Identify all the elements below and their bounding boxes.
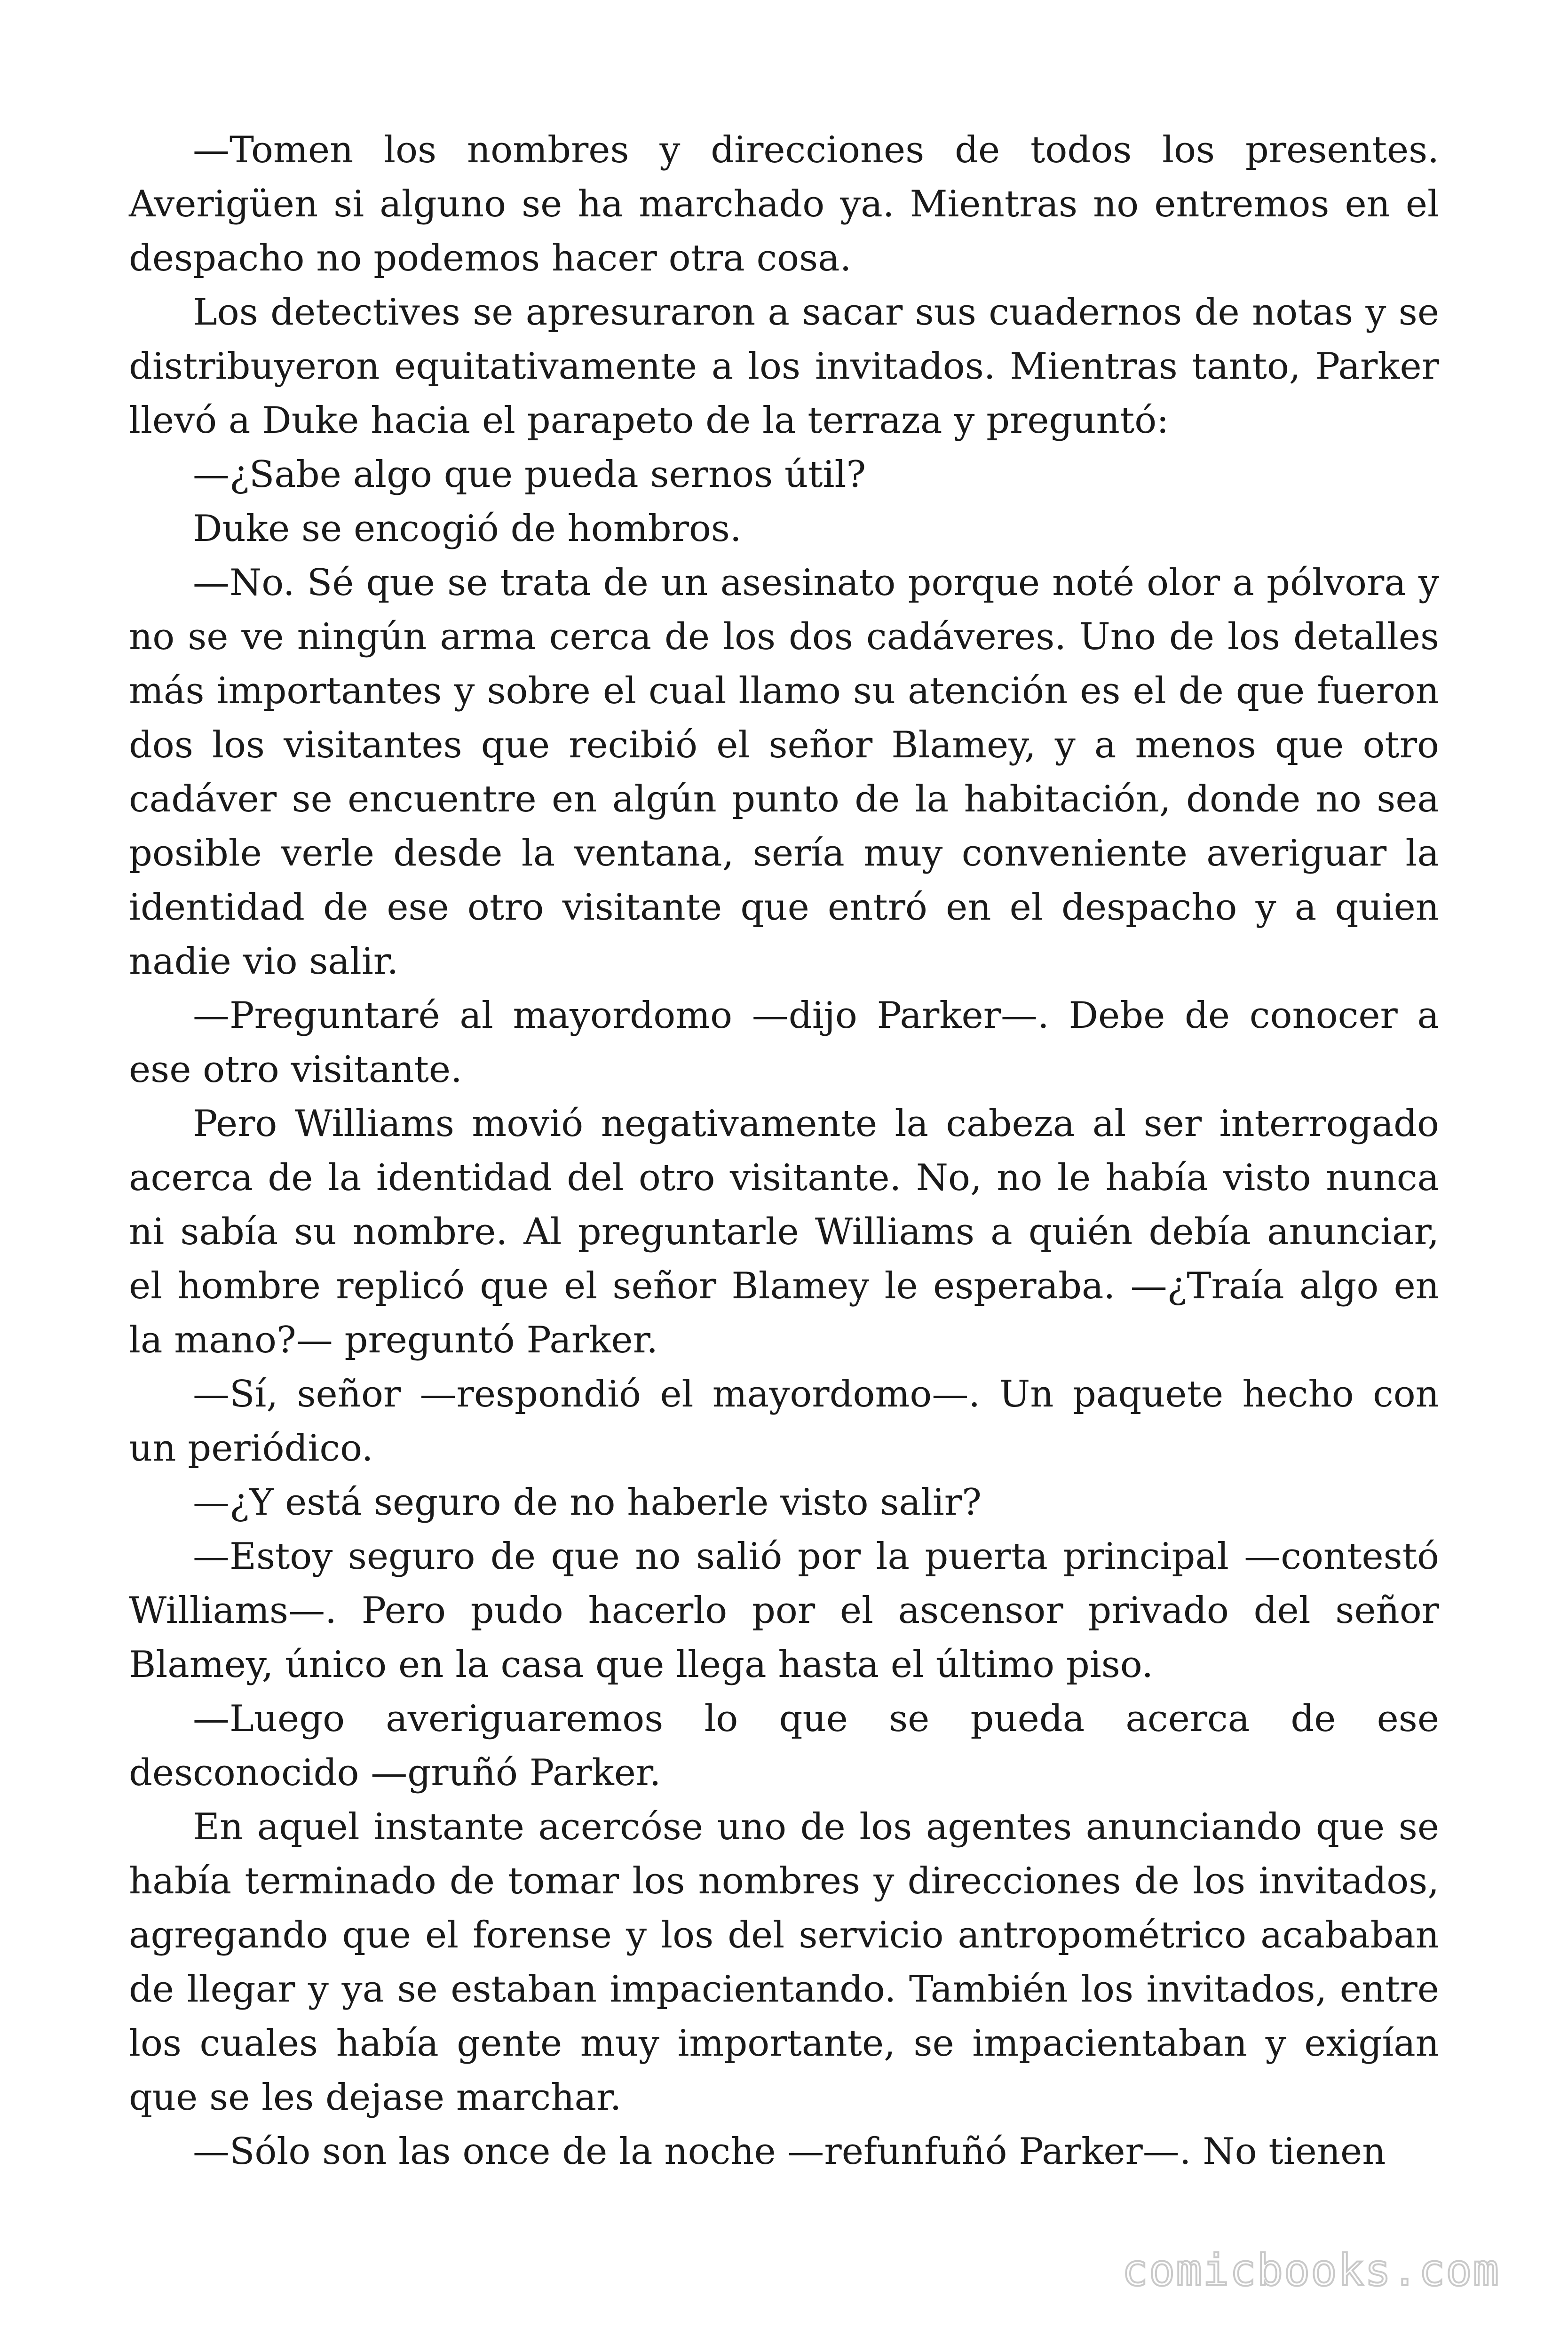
paragraph: Pero Williams movió negativamente la cabeza al ser interrogado acerca de la identidad del otro visitante. No, no le había visto nunca ni sabía su nombre. Al preguntarle Williams a quién debía anunciar, el hombre replicó que el señor Blamey le esperaba. —¿Traía algo en la mano?— preguntó Parker.	[129, 1103, 1439, 1361]
paragraph: —Luego averiguaremos lo que se pueda acerca de ese desconocido —gruñó Parker.	[129, 1698, 1439, 1794]
watermark: comicbooks.com	[1122, 2245, 1500, 2296]
paragraph: —¿Sabe algo que pueda sernos útil?	[193, 453, 866, 496]
paragraph: —¿Y está seguro de no haberle visto salir?	[193, 1481, 982, 1524]
paragraph: Duke se encogió de hombros.	[193, 508, 742, 550]
book-page	[129, 123, 1439, 2240]
paragraph: —No. Sé que se trata de un asesinato porque noté olor a pólvora y no se ve ningún arma cerca de los dos cadáveres. Uno de los detalles más importantes y sobre el cual llamo su atención es el de que fueron dos los visitantes que recibió el señor Blamey, y a menos que otro cadáver se encuentre en algún punto de la habitación, donde no sea posible verle desde la ventana, sería muy conveniente averiguar la identidad de ese otro visitante que entró en el despacho y a quien nadie vio salir.	[129, 562, 1439, 983]
paragraph: En aquel instante acercóse uno de los agentes anunciando que se había terminado de tomar los nombres y direcciones de los invitados, agregando que el forense y los del servicio antropométrico acababan de llegar y ya se estaban impacientando. También los invitados, entre los cuales había gente muy importante, se impacientaban y exigían que se les dejase marchar.	[129, 1806, 1439, 2119]
paragraph: —Estoy seguro de que no salió por la puerta principal —contestó Williams—. Pero pudo hacerlo por el ascensor privado del señor Blamey, único en la casa que llega hasta el último piso.	[129, 1535, 1439, 1686]
paragraph: —Sí, señor —respondió el mayordomo—. Un paquete hecho con un periódico.	[129, 1373, 1439, 1470]
paragraph: Los detectives se apresuraron a sacar sus cuadernos de notas y se distribuyeron equitativamente a los invitados. Mientras tanto, Parker llevó a Duke hacia el parapeto de la terraza y preguntó:	[129, 291, 1439, 442]
paragraph: —Tomen los nombres y direcciones de todos los presentes. Averigüen si alguno se ha marchado ya. Mientras no entremos en el despacho no podemos hacer otra cosa.	[129, 129, 1439, 279]
body-text	[129, 123, 1439, 2179]
paragraph: —Preguntaré al mayordomo —dijo Parker—. Debe de conocer a ese otro visitante.	[129, 994, 1439, 1091]
paragraph: —Sólo son las once de la noche —refunfuñó Parker—. No tienen	[193, 2130, 1386, 2173]
